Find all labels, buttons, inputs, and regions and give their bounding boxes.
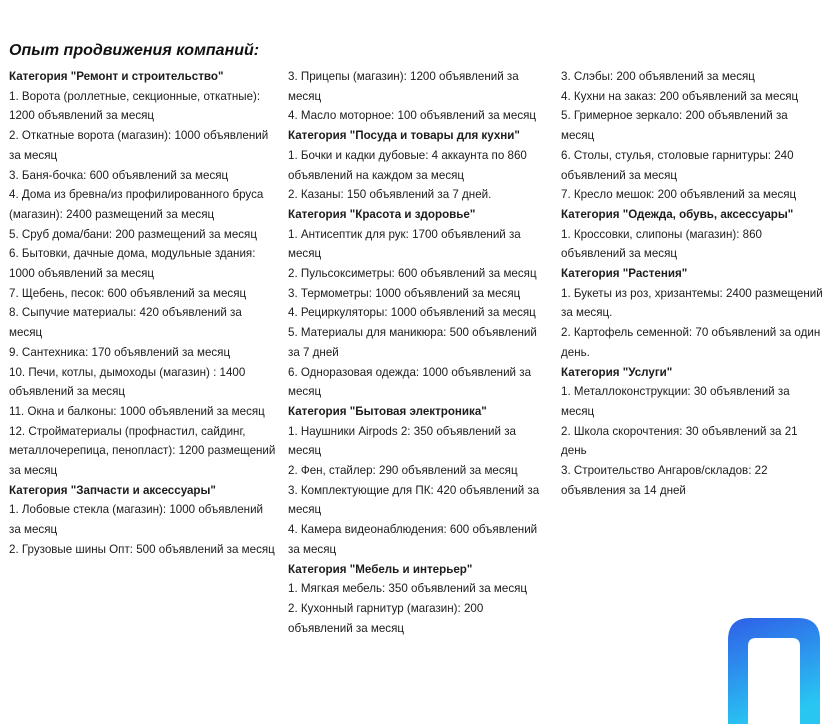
list-item: 2. Откатные ворота (магазин): 1000 объявлений за месяц [9,129,269,162]
list-item: 2. Школа скорочтения: 30 объявлений за 21 день [561,424,798,458]
list-item: 3. Термометры: 1000 объявлений за месяц [288,286,521,300]
list-item: 5. Материалы для маникюра: 500 объявлений за 7 дней [288,326,537,359]
list-item: 5. Гримерное зеркало: 200 объявлений за месяц [561,109,788,143]
list-item: 9. Сантехника: 170 объявлений за месяц [9,345,231,359]
category-heading: Категория "Растения" [561,267,688,281]
list-item: 10. Печи, котлы, дымоходы (магазин) : 1400 объявлений за месяц [9,365,246,399]
list-item: 1. Букеты из роз, хризантемы: 2400 размещений за месяц. [561,286,823,320]
list-item: 8. Сыпучие материалы: 420 объявлений за месяц [9,306,242,340]
list-item: 6. Бытовки, дачные дома, модульные здания: 1000 объявлений за месяц [9,247,256,281]
list-item: 12. Стройматериалы (профнастил, сайдинг, металлочерепица, пенопласт): 1200 размещений за месяц [9,424,276,478]
list-item: 4. Кухни на заказ: 200 объявлений за месяц [561,89,799,103]
list-item: 7. Щебень, песок: 600 объявлений за месяц [9,286,247,300]
list-item: 2. Кухонный гарнитур (магазин): 200 объявлений за месяц [288,601,484,635]
list-item: 2. Пульсоксиметры: 600 объявлений за месяц [288,267,537,281]
category-heading: Категория "Одежда, обувь, аксессуары" [561,207,794,221]
category-heading: Категория "Запчасти и аксессуары" [9,483,216,497]
category-heading: Категория "Посуда и товары для кухни" [288,129,520,143]
list-item: 3. Слэбы: 200 объявлений за месяц [561,70,755,83]
list-item: 3. Строительство Ангаров/складов: 22 объявления за 14 дней [561,464,768,497]
list-item: 1. Ворота (роллетные, секционные, откатные): 1200 объявлений за месяц [9,89,261,123]
category-heading: Категория "Ремонт и строительство" [9,70,224,83]
list-item: 5. Сруб дома/бани: 200 размещений за месяц [9,227,257,241]
column-3 [561,67,823,500]
list-item: 4. Рециркуляторы: 1000 объявлений за месяц [288,306,536,320]
list-item: 6. Одноразовая одежда: 1000 объявлений за месяц [288,365,532,399]
list-item: 2. Картофель семенной: 70 объявлений за один день. [561,326,821,359]
category-heading: Категория "Красота и здоровье" [288,207,476,221]
list-item: 1. Бочки и кадки дубовые: 4 аккаунта по 860 объявлений на каждом за месяц [288,148,527,182]
list-item: 3. Прицепы (магазин): 1200 объявлений за месяц [288,70,519,103]
list-item: 2. Фен, стайлер: 290 объявлений за месяц [288,464,518,478]
list-item: 1. Наушники Airpods 2: 350 объявлений за месяц [288,424,516,458]
list-item: 3. Комплектующие для ПК: 420 объявлений за месяц [288,483,540,517]
category-heading: Категория "Мебель и интерьер" [288,562,473,576]
category-heading: Категория "Бытовая электроника" [288,404,487,418]
list-item: 1. Лобовые стекла (магазин): 1000 объявлений за месяц [9,503,264,537]
list-item: 4. Масло моторное: 100 объявлений за месяц [288,109,537,123]
list-item: 1. Металлоконструкции: 30 объявлений за месяц [561,385,790,418]
list-item: 3. Баня-бочка: 600 объявлений за месяц [9,168,229,182]
list-item: 2. Казаны: 150 объявлений за 7 дней. [288,188,492,202]
page-title: Опыт продвижения компаний: [9,42,260,59]
list-item: 4. Дома из бревна/из профилированного бруса (магазин): 2400 размещений за месяц [9,188,264,221]
column-2 [288,67,550,638]
brand-logo-icon [728,618,820,724]
list-item: 6. Столы, стулья, столовые гарнитуры: 240 объявлений за месяц [561,148,794,182]
list-item: 7. Кресло мешок: 200 объявлений за месяц [561,188,797,202]
list-item: 11. Окна и балконы: 1000 объявлений за месяц [9,404,265,418]
list-item: 1. Мягкая мебель: 350 объявлений за месяц [288,582,528,596]
list-item: 1. Кроссовки, слипоны (магазин): 860 объявлений за месяц [561,227,762,261]
category-heading: Категория "Услуги" [561,365,673,379]
list-item: 4. Камера видеонаблюдения: 600 объявлений за месяц [288,523,538,556]
list-item: 1. Антисептик для рук: 1700 объявлений за месяц [288,227,521,261]
column-1 [9,67,277,560]
list-item: 2. Грузовые шины Опт: 500 объявлений за месяц [9,542,275,556]
